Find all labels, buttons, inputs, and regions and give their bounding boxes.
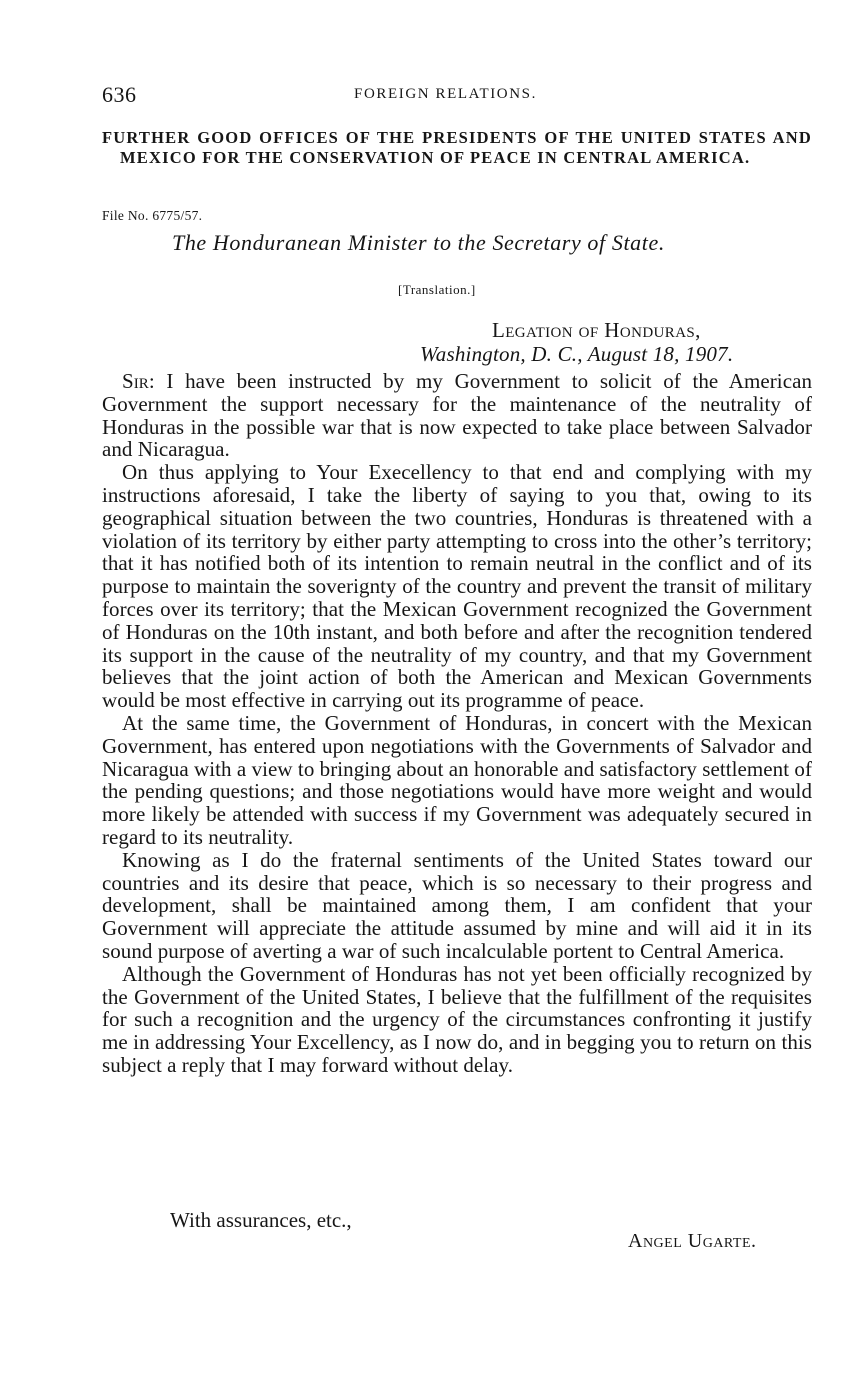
dateline-place: Legation of Honduras, bbox=[492, 318, 701, 342]
dateline-date: Washington, D. C., August 18, 1907. bbox=[420, 342, 734, 366]
letter-title: The Honduranean Minister to the Secretary of State. bbox=[172, 230, 665, 255]
section-heading: FURTHER GOOD OFFICES OF THE PRESIDENTS OF THE UNITED STATES AND MEXICO FOR THE CONSERVATION OF PEACE IN CENTRAL AMERICA. bbox=[102, 128, 812, 167]
paragraph: Knowing as I do the fraternal sentiments of the United States toward our countries and its desire that peace, which is so necessary to their progress and development, shall be maintained among them, I am confident that your Government will appreciate the attitude assumed by mine and will aid it in its sound purpose of averting a war of such incalculable portent to Central America. bbox=[102, 847, 812, 963]
paragraph: On thus applying to Your Execellency to that end and complying with my instructions aforesaid, I take the liberty of saying to you that, owing to its geographical situation between the two countries, Honduras is threatened with a violation of its territory by either party attempting to cross into the other’s territory; that it has notified both of its intention to remain neutral in the conflict and of its purpose to maintain the soverignty of the country and prevent the transit of military forces over its territory; that the Mexican Government recognized the Government of Honduras on the 10th instant, and both before and after the recognition tendered its support in the cause of the neutrality of my country, and that my Government believes that the joint action of both the American and Mexican Governments would be most effective in carrying out its programme of peace. bbox=[102, 460, 812, 713]
translation-note: [Translation.] bbox=[398, 282, 476, 297]
paragraph-text: I have been instructed by my Government to solicit of the American Government the support necessary for the maintenance of the neutrality of Honduras in the possible war that is now expected to take place between Salvador and Nicaragua. bbox=[102, 369, 812, 462]
page-number: 636 bbox=[102, 82, 137, 107]
paragraph bbox=[102, 370, 812, 461]
dateline bbox=[420, 318, 814, 366]
file-number: File No. 6775/57. bbox=[102, 208, 203, 223]
paragraph: Although the Government of Honduras has not yet been officially recognized by the Government of the United States, I believe that the fulfillment of the requisites for such a recognition and the urgency of the circumstances confronting it justify me in addressing Your Excellency, as I now do, and in begging you to return on this subject a reply that I may forward without delay. bbox=[102, 961, 812, 1077]
running-head: FOREIGN RELATIONS. bbox=[354, 86, 537, 102]
closing: With assurances, etc., bbox=[170, 1208, 352, 1232]
salutation: Sir: bbox=[122, 369, 155, 393]
page-header bbox=[102, 82, 812, 108]
letter-body bbox=[102, 370, 812, 1077]
paragraph: At the same time, the Government of Honduras, in concert with the Mexican Government, has entered upon negotiations with the Governments of Salvador and Nicaragua with a view to bringing about an honorable and satisfactory settlement of the pending questions; and those negotiations would have more weight and would more likely be attended with success if my Government was adequately secured in regard to its neutrality. bbox=[102, 710, 812, 849]
signature: Angel Ugarte. bbox=[628, 1230, 757, 1252]
